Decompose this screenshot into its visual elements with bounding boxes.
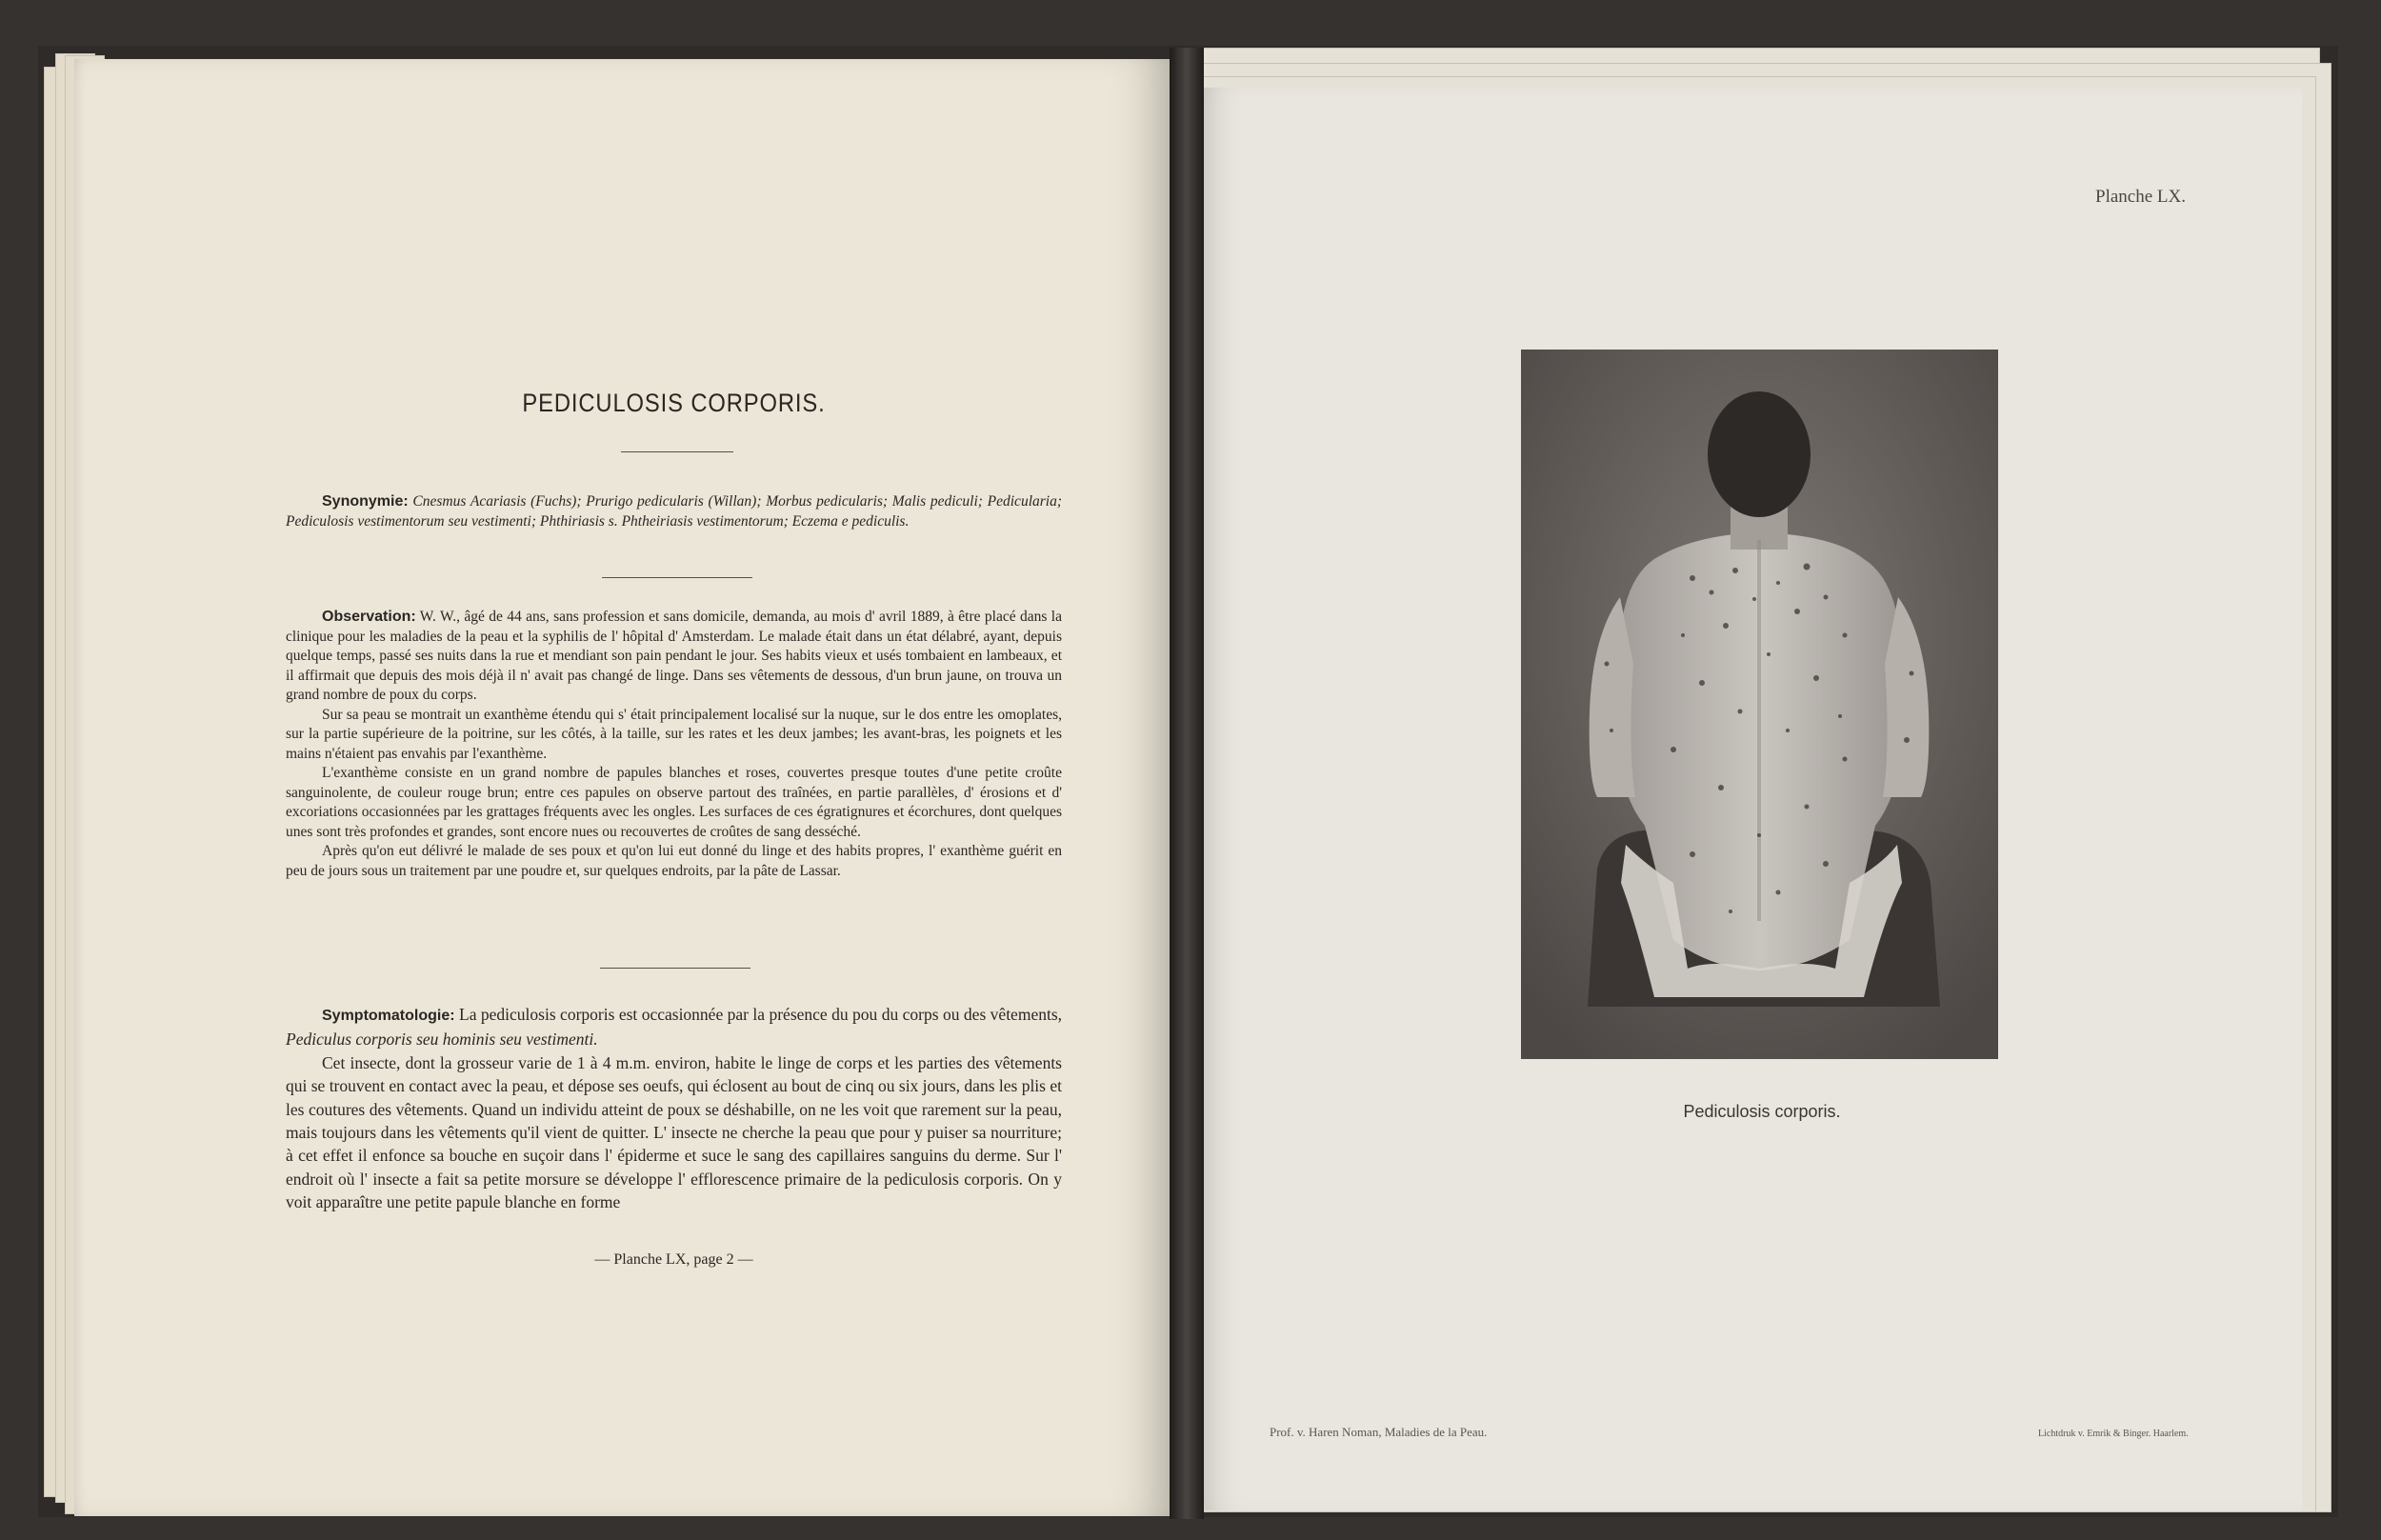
footer-author: Prof. v. Haren Noman, Maladies de la Peau. [1270,1425,1488,1439]
synonymie-section [286,492,1062,531]
observation-p4: Après qu'on eut délivré le malade de ses poux et qu'on lui eut donné du linge et des habits propres, l' exanthème guérit en peu de jours sous un traitement par une poudre et, sur quelques endroits, par la pâte de Lassar. [286,843,1062,879]
observation-section [286,608,1062,881]
symptomatologie-p1: La pediculosis corporis est occasionnée par la présence du pou du corps ou des vêtements, [459,1005,1063,1024]
divider [600,968,750,969]
observation-p2: Sur sa peau se montrait un exanthème étendu qui s' était principalement localisé sur la nuque, sur le dos entre les omoplates, sur la partie supérieure de la poitrine, sur les côtés, à la taille, sur les rates et les deux jambes; les avant-bras, les poignets et les mains n'étaient pas envahis par l'exanthème. [286,706,1062,762]
book-gutter [1170,48,1204,1519]
page-note: — Planche LX, page 2 — [594,1251,753,1268]
divider [621,451,733,452]
divider [602,577,752,578]
photo-caption: Pediculosis corporis. [1683,1102,1841,1121]
observation-p3: L'exanthème consiste en un grand nombre de papules blanches et roses, couvertes presque toutes d'une petite croûte sanguinolente, de couleur rouge brun; entre ces papules on observe partout des traînées, en partie parallèles, d' érosions et d' excoriations occasionnées par les grattages fréquents avec les ongles. Les surfaces de ces égratignures et écorchures, dont quelques unes sont très profondes et grandes, sont encore nues ou recouvertes de croûtes de sang desséché. [286,765,1062,840]
plate-number: Planche LX. [2095,187,2186,207]
symptomatologie-latin: Pediculus corporis seu hominis seu vestimenti. [286,1030,598,1050]
symptomatologie-p2: Cet insecte, dont la grosseur varie de 1 à 4 m.m. environ, habite le linge de corps et les parties des vêtements qui se trouvent en contact avec la peau, et dépose ses oeufs, qui éclosent au bout de cinq ou six jours, dans les plis et les coutures des vêtements. Quand un individu atteint de poux se déshabille, on ne les voit que rarement sur la peau, mais toujours dans les vêtements qu'il vient de quitter. L' insecte ne cherche la peau que pour y puiser sa nourriture; à cet effet il enfonce sa bouche en suçoir dans l' épiderme et suce le sang des capillaires sanguins du derme. Sur l' endroit où l' insecte a fait sa petite morsure se développe l' efflorescence primaire de la pediculosis corporis. On y voit apparaître une petite papule blanche en forme [286,1052,1062,1212]
observation-label: Observation: [322,609,416,625]
synonymie-label: Synonymie: [322,493,409,510]
symptomatologie-section [286,1003,1062,1214]
page-title: PEDICULOSIS CORPORIS. [522,389,826,417]
footer-printer: Lichtdruk v. Emrik & Binger. Haarlem. [2038,1429,2189,1439]
photograph-illustration [1521,350,1998,1059]
symptomatologie-label: Symptomatologie: [322,1008,455,1024]
observation-p1: W. W., âgé de 44 ans, sans profession et sans domicile, demanda, au mois d' avril 1889, à être placé dans la clinique pour les maladies de la peau et la syphilis de l' hôpital d' Amsterdam. Le malade était dans un état délabré, ayant, depuis quelque temps, passé ses nuits dans la rue et mendiant son pain pendant le jour. Ses habits vieux et usés tombaient en lambeaux, et il affirmait que depuis des mois déjà il n' avait pas changé de linge. Dans ses vêtements de dessous, d'un brun jaune, on trouva un grand nombre de poux du corps. [286,609,1062,703]
synonymie-text: Cnesmus Acariasis (Fuchs); Prurigo pedicularis (Willan); Morbus pedicularis; Malis pediculi; Pedicularia; Pediculosis vestimentorum seu vestimenti; Phthiriasis s. Phtheiriasis vestimentorum; Eczema e pediculis. [286,493,1062,530]
patient-photograph [1521,350,1998,1059]
